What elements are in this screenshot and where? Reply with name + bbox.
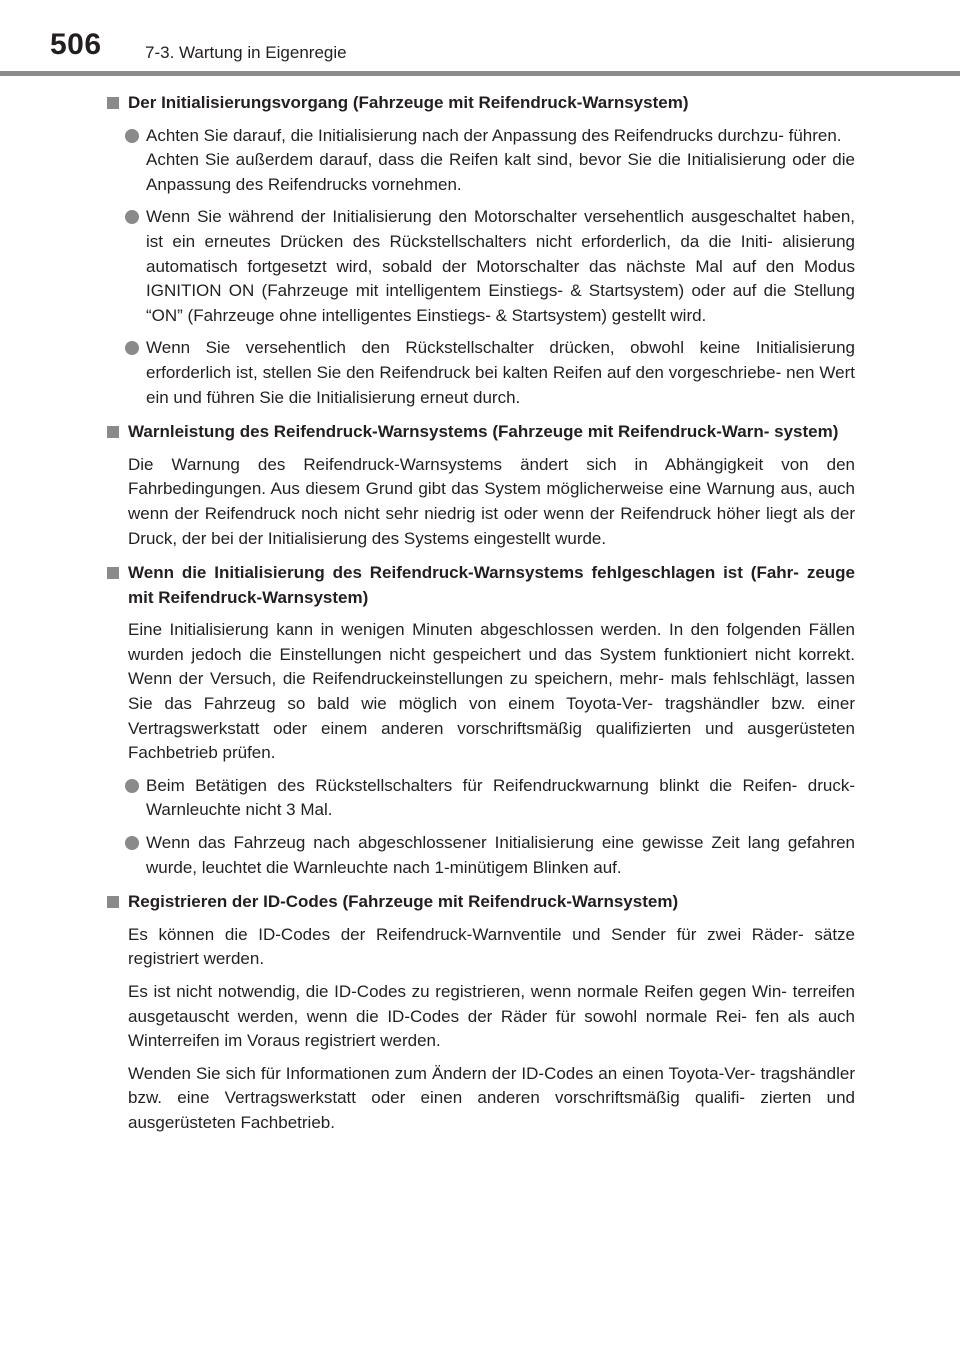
square-bullet-icon <box>107 97 119 109</box>
paragraph: Es ist nicht notwendig, die ID-Codes zu registrieren, wenn normale Reifen gegen Win- terreifen ausgetauscht werden, wenn die ID-Codes der Räder für sowohl normale Rei- fen als auch Winterreifen im Voraus registriert werden. <box>128 982 855 1051</box>
page-content <box>107 91 855 1144</box>
body-text <box>107 453 855 551</box>
page-header <box>0 0 960 78</box>
paragraph: Wenn das Fahrzeug nach abgeschlossener Initialisierung eine gewisse Zeit lang gefahren wurde, leuchtet die Warnleuchte nach 1-minütigem Blinken auf. <box>146 833 855 877</box>
body-text <box>107 1062 855 1136</box>
square-bullet-icon <box>107 426 119 438</box>
topic-heading-warnleistung <box>107 420 855 445</box>
paragraph: Wenn Sie während der Initialisierung den Motorschalter versehentlich ausgeschaltet haben, ist ein erneutes Drücken des Rückstellschalters nicht erforderlich, da die Initi- alisierung automatisch fortgesetzt wird, sobald der Motorschalter das nächste Mal auf den Modus IGNITION ON (Fahrzeuge mit intelligentem Einstiegs- & Startsystem) oder auf die Stellung “ON” (Fahrzeuge ohne intelligentes Einstiegs- & Startsystem) gestellt wird. <box>146 207 855 325</box>
list-item <box>107 831 855 880</box>
round-bullet-icon <box>125 341 139 355</box>
round-bullet-icon <box>125 210 139 224</box>
paragraph: Eine Initialisierung kann in wenigen Minuten abgeschlossen werden. In den folgenden Fällen wurden jedoch die Einstellungen nicht gespeichert und das System funktioniert nicht korrekt. Wenn der Versuch, die Reifendruckeinstellungen zu speichern, mehr- mals fehlschlägt, lassen Sie das Fahrzeug so bald wie möglich von einem Toyota-Ver- tragshändler bzw. einer Vertragswerkstatt oder einem anderen vorschriftsmäßig qualifizierten und ausgerüsteten Fachbetrieb prüfen. <box>128 620 855 763</box>
topic-heading-text: Warnleistung des Reifendruck-Warnsystems (Fahrzeuge mit Reifendruck-Warn- system) <box>128 422 839 442</box>
topic-heading-text: Der Initialisierungsvorgang (Fahrzeuge mit Reifendruck-Warnsystem) <box>128 93 689 112</box>
body-text <box>107 618 855 766</box>
topic-heading-text: Wenn die Initialisierung des Reifendruck-Warnsystems fehlgeschlagen ist (Fahr- zeuge mit Reifendruck-Warnsystem) <box>128 563 855 607</box>
paragraph: Die Warnung des Reifendruck-Warnsystems ändert sich in Abhängigkeit von den Fahrbedingungen. Aus diesem Grund gibt das System möglicherweise eine Warnung aus, auch wenn der Reifendruck noch nicht sehr niedrig ist oder wenn der Reifendruck höher liegt als der Druck, der bei der Initialisierung des Systems eingestellt wurde. <box>128 454 855 548</box>
paragraph: Wenn Sie versehentlich den Rückstellschalter drücken, obwohl keine Initialisierung erforderlich ist, stellen Sie den Reifendruck bei kalten Reifen auf den vorgeschriebe- nen Wert ein und führen Sie die Initialisierung erneut durch. <box>146 338 855 407</box>
paragraph: Achten Sie darauf, die Initialisierung nach der Anpassung des Reifendrucks durchzu- führen. <box>146 125 842 145</box>
paragraph: Achten Sie außerdem darauf, dass die Reifen kalt sind, bevor Sie die Initialisierung oder die Anpassung des Reifendrucks vornehmen. <box>146 150 855 194</box>
list-item <box>107 774 855 823</box>
page-number: 506 <box>50 28 102 61</box>
topic-heading-id-codes <box>107 890 855 915</box>
paragraph: Es können die ID-Codes der Reifendruck-Warnventile und Sender für zwei Räder- sätze registriert werden. <box>128 924 855 969</box>
round-bullet-icon <box>125 129 139 143</box>
topic-heading-text: Registrieren der ID-Codes (Fahrzeuge mit Reifendruck-Warnsystem) <box>128 892 679 912</box>
list-item <box>107 336 855 410</box>
square-bullet-icon <box>107 896 119 908</box>
paragraph: Beim Betätigen des Rückstellschalters für Reifendruckwarnung blinkt die Reifen- druck-Warnleuchte nicht 3 Mal. <box>146 775 855 820</box>
topic-heading-initialisierung-fehlgeschlagen <box>107 561 855 610</box>
list-item <box>107 124 855 198</box>
body-text <box>107 980 855 1054</box>
section-title: 7-3. Wartung in Eigenregie <box>145 43 347 62</box>
body-text <box>107 923 855 972</box>
paragraph: Wenden Sie sich für Informationen zum Ändern der ID-Codes an einen Toyota-Ver- tragshändler bzw. eine Vertragswerkstatt oder einen anderen vorschriftsmäßig qualifi- zierten und ausgerüsteten Fachbetrieb. <box>128 1063 855 1132</box>
square-bullet-icon <box>107 567 119 579</box>
list-item <box>107 205 855 328</box>
round-bullet-icon <box>125 779 139 793</box>
round-bullet-icon <box>125 836 139 850</box>
header-divider <box>0 71 960 76</box>
topic-heading-initialisierungsvorgang <box>107 91 855 116</box>
